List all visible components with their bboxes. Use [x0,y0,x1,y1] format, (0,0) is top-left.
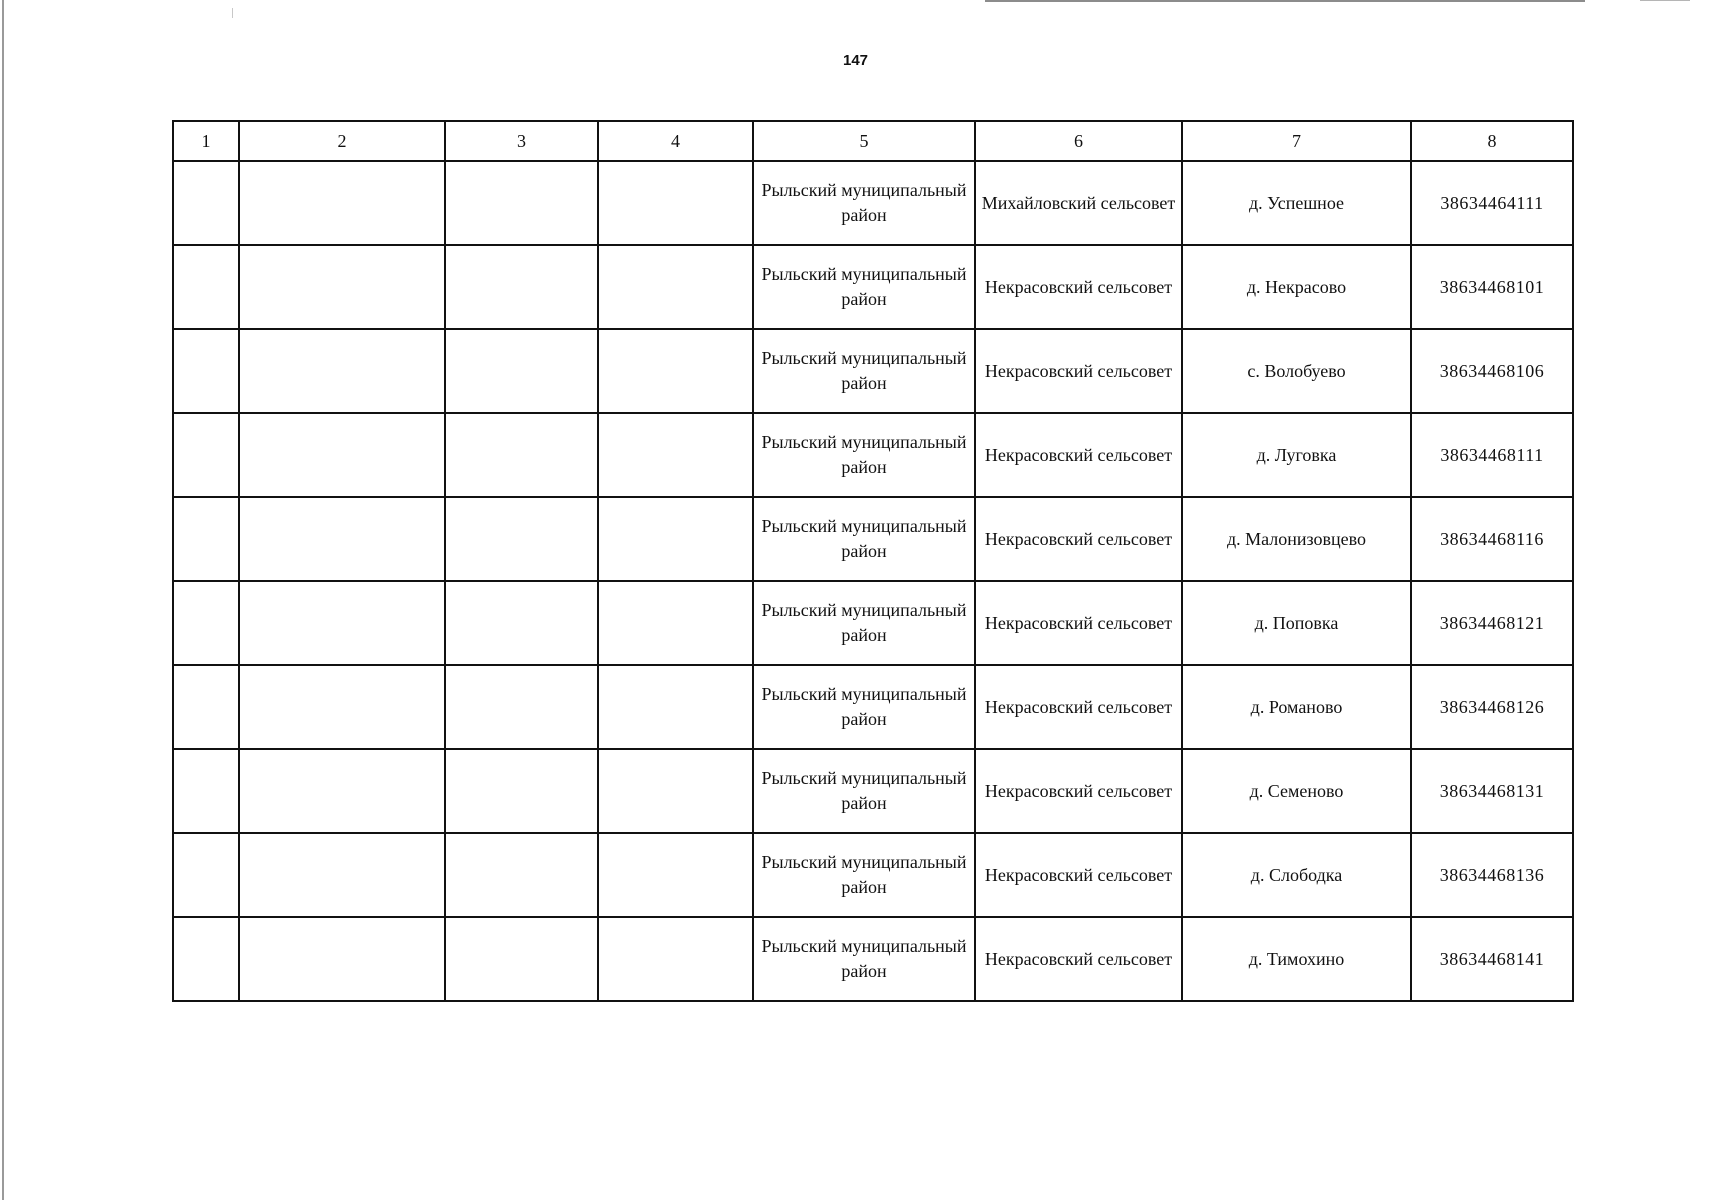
table-body [173,161,1573,1001]
empty-cell [445,749,598,833]
empty-cell [173,581,239,665]
district-cell: Рыльский муниципальный район [753,833,975,917]
code-cell: 38634468101 [1411,245,1573,329]
settlement-cell: с. Волобуево [1182,329,1411,413]
table-row [173,497,1573,581]
table-row [173,749,1573,833]
empty-cell [445,833,598,917]
empty-cell [173,917,239,1001]
empty-cell [445,917,598,1001]
empty-cell [173,749,239,833]
settlement-cell: д. Слободка [1182,833,1411,917]
empty-cell [239,245,445,329]
table-row [173,245,1573,329]
empty-cell [445,161,598,245]
settlement-cell: д. Успешное [1182,161,1411,245]
empty-cell [445,497,598,581]
column-header: 4 [598,121,753,161]
settlement-cell: д. Малонизовцево [1182,497,1411,581]
empty-cell [598,413,753,497]
district-cell: Рыльский муниципальный район [753,329,975,413]
council-cell: Некрасовский сельсовет [975,245,1182,329]
empty-cell [173,497,239,581]
empty-cell [239,413,445,497]
district-cell: Рыльский муниципальный район [753,413,975,497]
column-header: 2 [239,121,445,161]
empty-cell [239,833,445,917]
empty-cell [173,665,239,749]
settlement-cell: д. Семеново [1182,749,1411,833]
table-header [173,121,1573,161]
code-cell: 38634468141 [1411,917,1573,1001]
empty-cell [239,329,445,413]
scan-artifact-line [985,0,1585,2]
settlement-cell: д. Тимохино [1182,917,1411,1001]
council-cell: Некрасовский сельсовет [975,329,1182,413]
column-header: 8 [1411,121,1573,161]
council-cell: Некрасовский сельсовет [975,833,1182,917]
table-row [173,833,1573,917]
district-cell: Рыльский муниципальный район [753,749,975,833]
empty-cell [445,329,598,413]
column-header: 6 [975,121,1182,161]
council-cell: Некрасовский сельсовет [975,917,1182,1001]
code-cell: 38634468136 [1411,833,1573,917]
council-cell: Некрасовский сельсовет [975,497,1182,581]
empty-cell [445,413,598,497]
code-cell: 38634464111 [1411,161,1573,245]
district-cell: Рыльский муниципальный район [753,581,975,665]
code-cell: 38634468116 [1411,497,1573,581]
code-cell: 38634468121 [1411,581,1573,665]
council-cell: Некрасовский сельсовет [975,665,1182,749]
council-cell: Некрасовский сельсовет [975,749,1182,833]
district-cell: Рыльский муниципальный район [753,665,975,749]
district-cell: Рыльский муниципальный район [753,161,975,245]
empty-cell [598,833,753,917]
page-number: 147 [842,52,869,69]
empty-cell [239,749,445,833]
code-cell: 38634468111 [1411,413,1573,497]
table-row [173,581,1573,665]
code-cell: 38634468106 [1411,329,1573,413]
settlement-cell: д. Поповка [1182,581,1411,665]
empty-cell [598,245,753,329]
empty-cell [598,161,753,245]
table-row [173,329,1573,413]
council-cell: Некрасовский сельсовет [975,413,1182,497]
settlement-cell: д. Романово [1182,665,1411,749]
empty-cell [173,833,239,917]
column-header: 3 [445,121,598,161]
empty-cell [173,161,239,245]
district-cell: Рыльский муниципальный район [753,917,975,1001]
empty-cell [598,749,753,833]
empty-cell [598,329,753,413]
empty-cell [239,497,445,581]
district-cell: Рыльский муниципальный район [753,245,975,329]
code-cell: 38634468131 [1411,749,1573,833]
council-cell: Михайловский сельсовет [975,161,1182,245]
empty-cell [445,665,598,749]
empty-cell [598,917,753,1001]
column-header: 7 [1182,121,1411,161]
district-cell: Рыльский муниципальный район [753,497,975,581]
empty-cell [239,917,445,1001]
settlement-cell: д. Некрасово [1182,245,1411,329]
scan-artifact-line [1640,0,1690,1]
settlement-cell: д. Луговка [1182,413,1411,497]
column-header: 5 [753,121,975,161]
empty-cell [239,665,445,749]
table-row [173,161,1573,245]
empty-cell [239,161,445,245]
empty-cell [445,245,598,329]
header-row [173,121,1573,161]
council-cell: Некрасовский сельсовет [975,581,1182,665]
empty-cell [173,245,239,329]
scan-edge-left [2,0,4,1200]
settlements-table [172,120,1574,1002]
empty-cell [598,665,753,749]
empty-cell [598,581,753,665]
empty-cell [598,497,753,581]
column-header: 1 [173,121,239,161]
scan-artifact-line [232,8,233,18]
empty-cell [173,413,239,497]
empty-cell [173,329,239,413]
table-row [173,917,1573,1001]
empty-cell [239,581,445,665]
table-row [173,413,1573,497]
table-row [173,665,1573,749]
empty-cell [445,581,598,665]
code-cell: 38634468126 [1411,665,1573,749]
